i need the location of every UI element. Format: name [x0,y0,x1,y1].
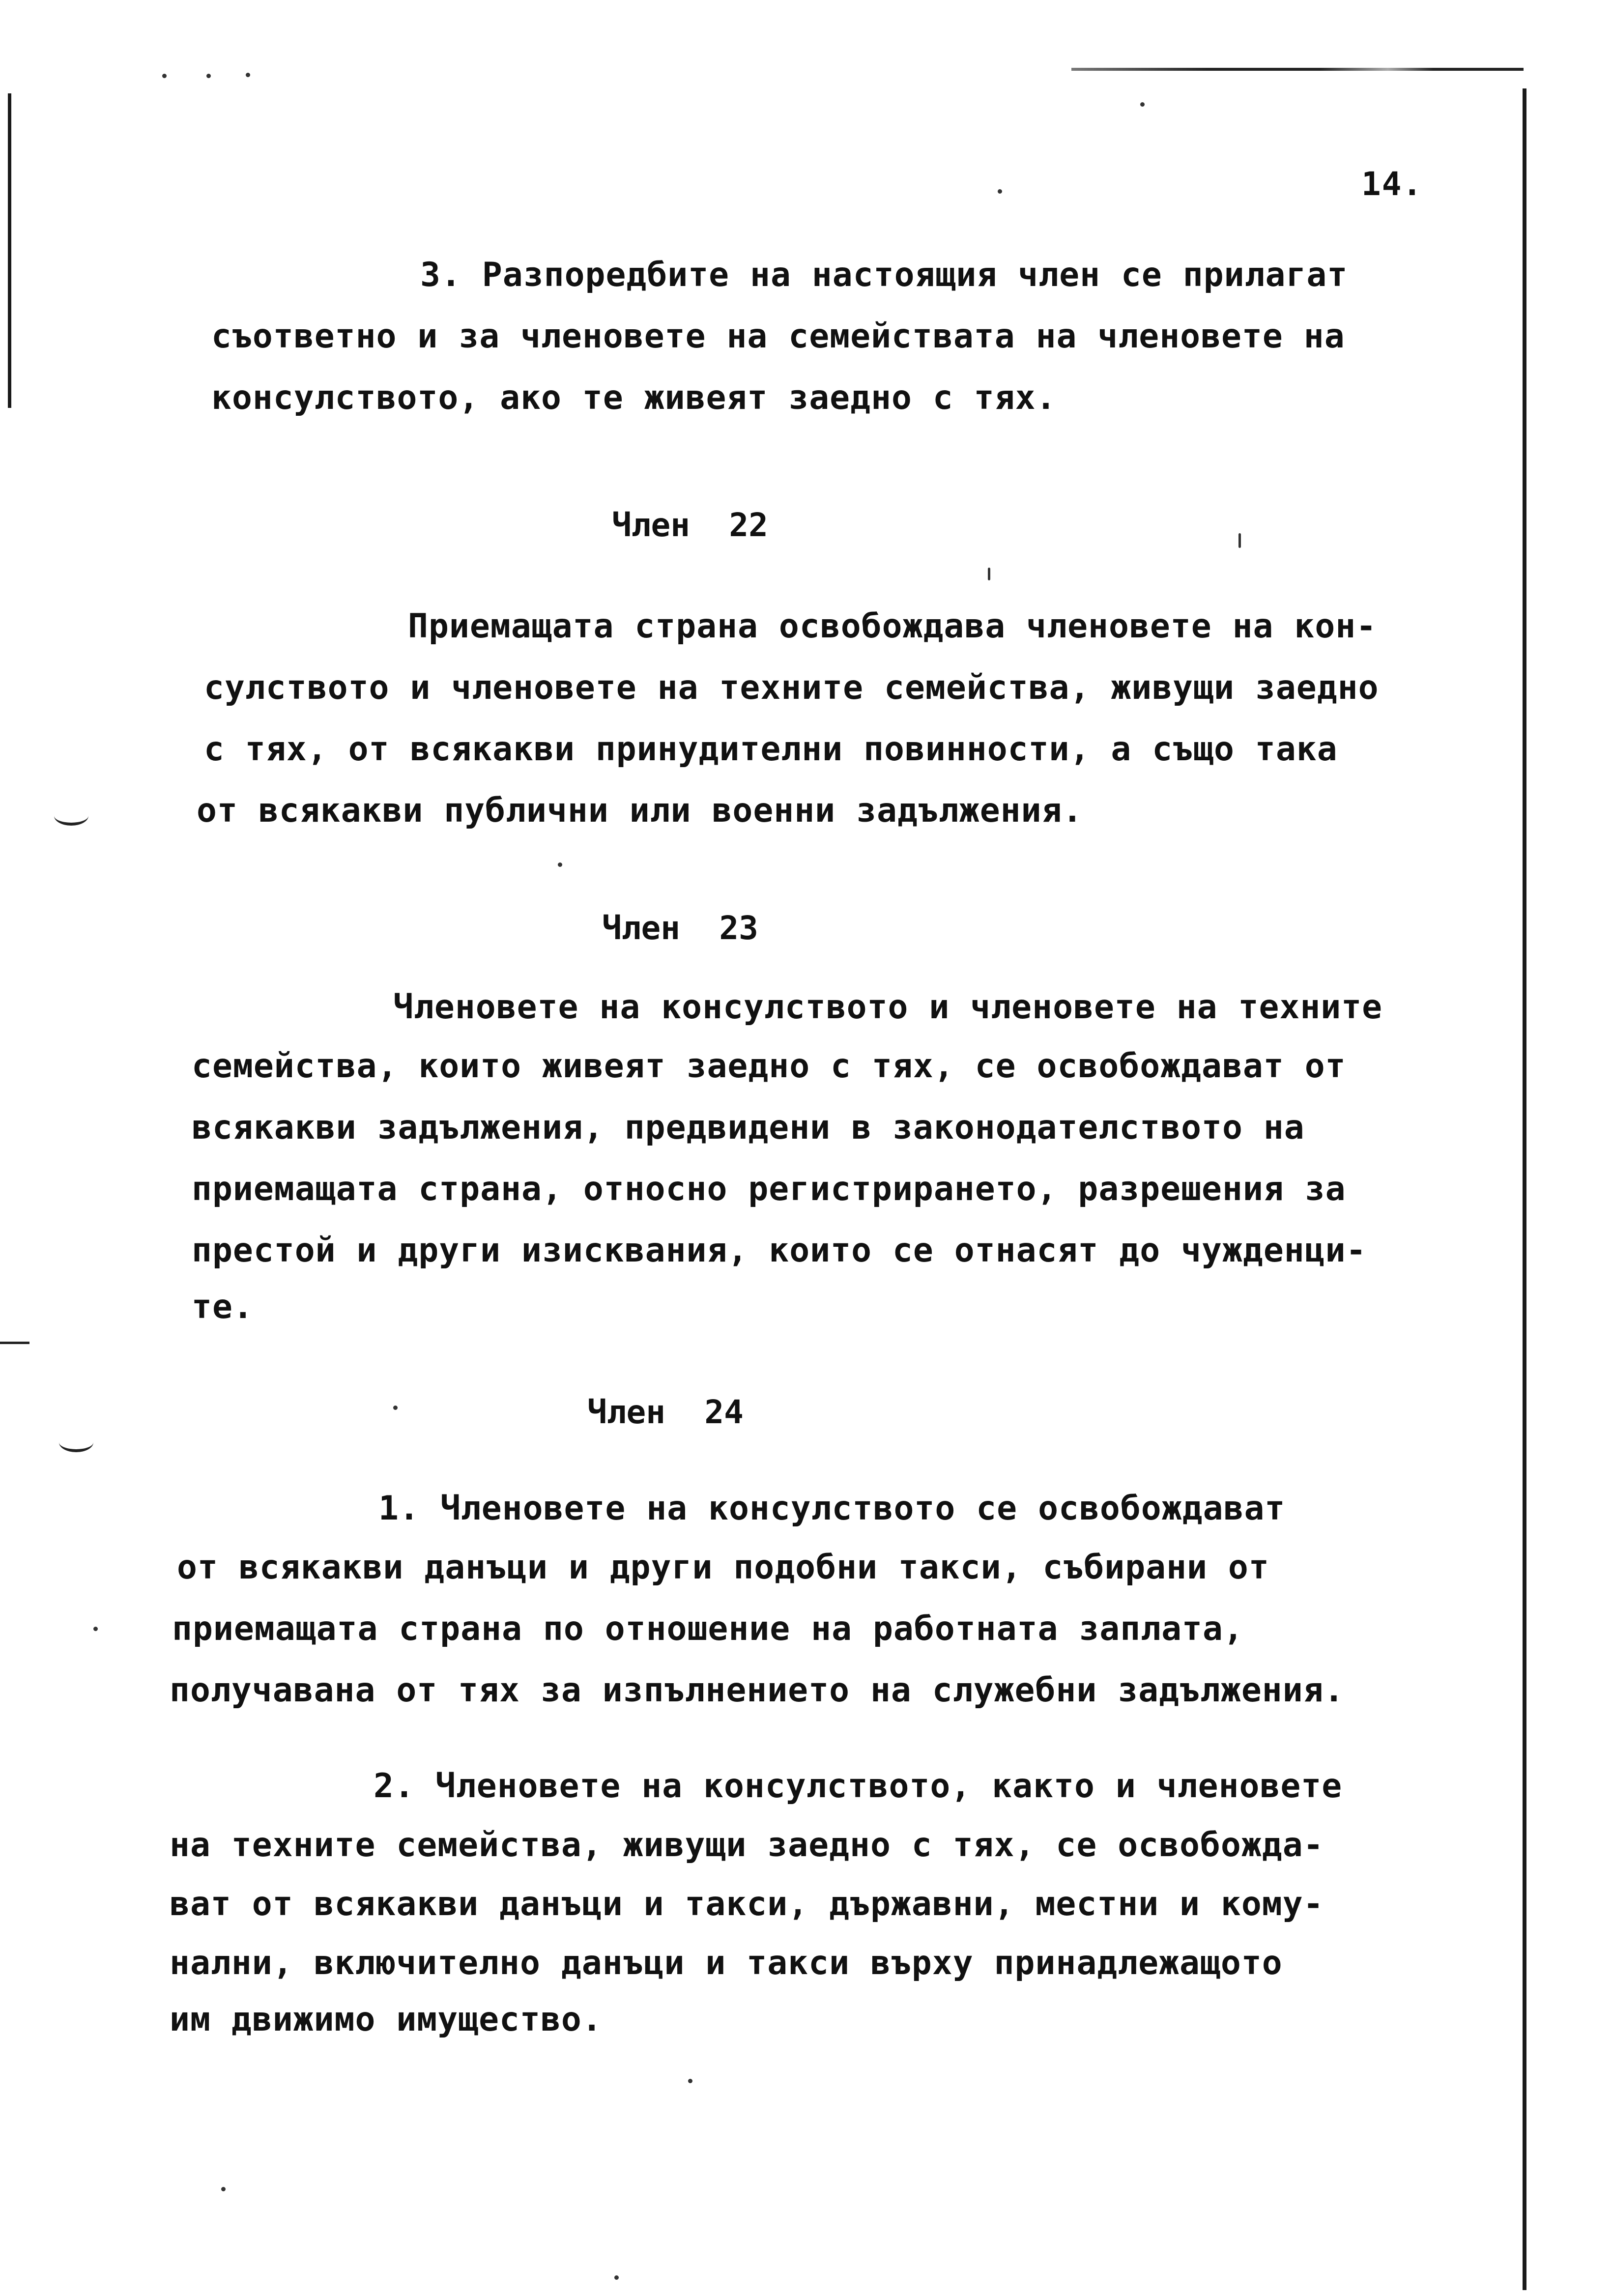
scan-mark [54,806,88,826]
scan-speck [988,568,990,580]
scan-speck [614,2275,619,2280]
article-heading: Член 23 [602,909,758,947]
text-line: ват от всякакви данъци и такси, държавни, местни и кому- [170,1885,1324,1923]
scan-edge-right [1523,88,1526,2290]
scan-speck [246,73,250,77]
scan-edge-left [8,93,11,408]
text-line: с тях, от всякакви принудителни повинности, а също така [204,730,1338,769]
scan-speck [393,1406,398,1410]
scan-speck [93,1627,98,1631]
text-line: 3. Разпоредбите на настоящия член се прилагат [420,256,1348,294]
scan-speck [1140,102,1145,107]
text-line: им движимо имущество. [170,2000,603,2039]
text-line: получавана от тях за изпълнението на служебни задължения. [170,1671,1345,1710]
text-line: нални, включително данъци и такси върху принадлежащото [170,1944,1283,1982]
text-line: те. [192,1288,254,1326]
text-line: приемащата страна по отношение на работната заплата, [172,1609,1244,1648]
text-line: престой и други изисквания, които се отнасят до чужденци- [192,1231,1367,1270]
text-line: Приемащата страна освобождава членовете на кон- [408,607,1377,646]
scan-speck [206,74,211,78]
text-line: на техните семейства, живущи заедно с тях, се освобожда- [170,1826,1324,1865]
text-line: семейства, които живеят заедно с тях, се освобождават от [192,1047,1346,1086]
text-line: от всякакви данъци и други подобни такси, събирани от [177,1548,1269,1587]
page-number: 14. [1361,165,1423,203]
text-line: сулството и членовете на техните семейства, живущи заедно [204,668,1379,707]
text-line: съответно и за членовете на семействата на членовете на [211,317,1345,356]
text-line: 1. Членовете на консулството се освобождават [378,1489,1286,1528]
scan-speck [1238,533,1241,548]
scan-speck [221,2187,226,2191]
scan-mark [0,1342,29,1344]
text-line: приемащата страна, относно регистрирането, разрешения за [192,1170,1346,1208]
text-line: всякакви задължения, предвидени в законодателството на [192,1108,1305,1147]
scan-speck [558,862,562,867]
text-line: 2. Членовете на консулството, както и членовете [374,1767,1343,1806]
scan-speck [998,189,1002,194]
scan-mark [59,1433,93,1452]
text-line: от всякакви публични или военни задължения. [197,791,1083,830]
article-heading: Член 22 [612,506,768,544]
scan-speck [162,74,167,78]
text-line: консулството, ако те живеят заедно с тях. [211,378,1057,417]
text-line: Членовете на консулството и членовете на техните [393,988,1383,1027]
article-heading: Член 24 [587,1393,744,1431]
scan-edge-top [1071,68,1524,71]
scan-speck [688,2079,692,2083]
